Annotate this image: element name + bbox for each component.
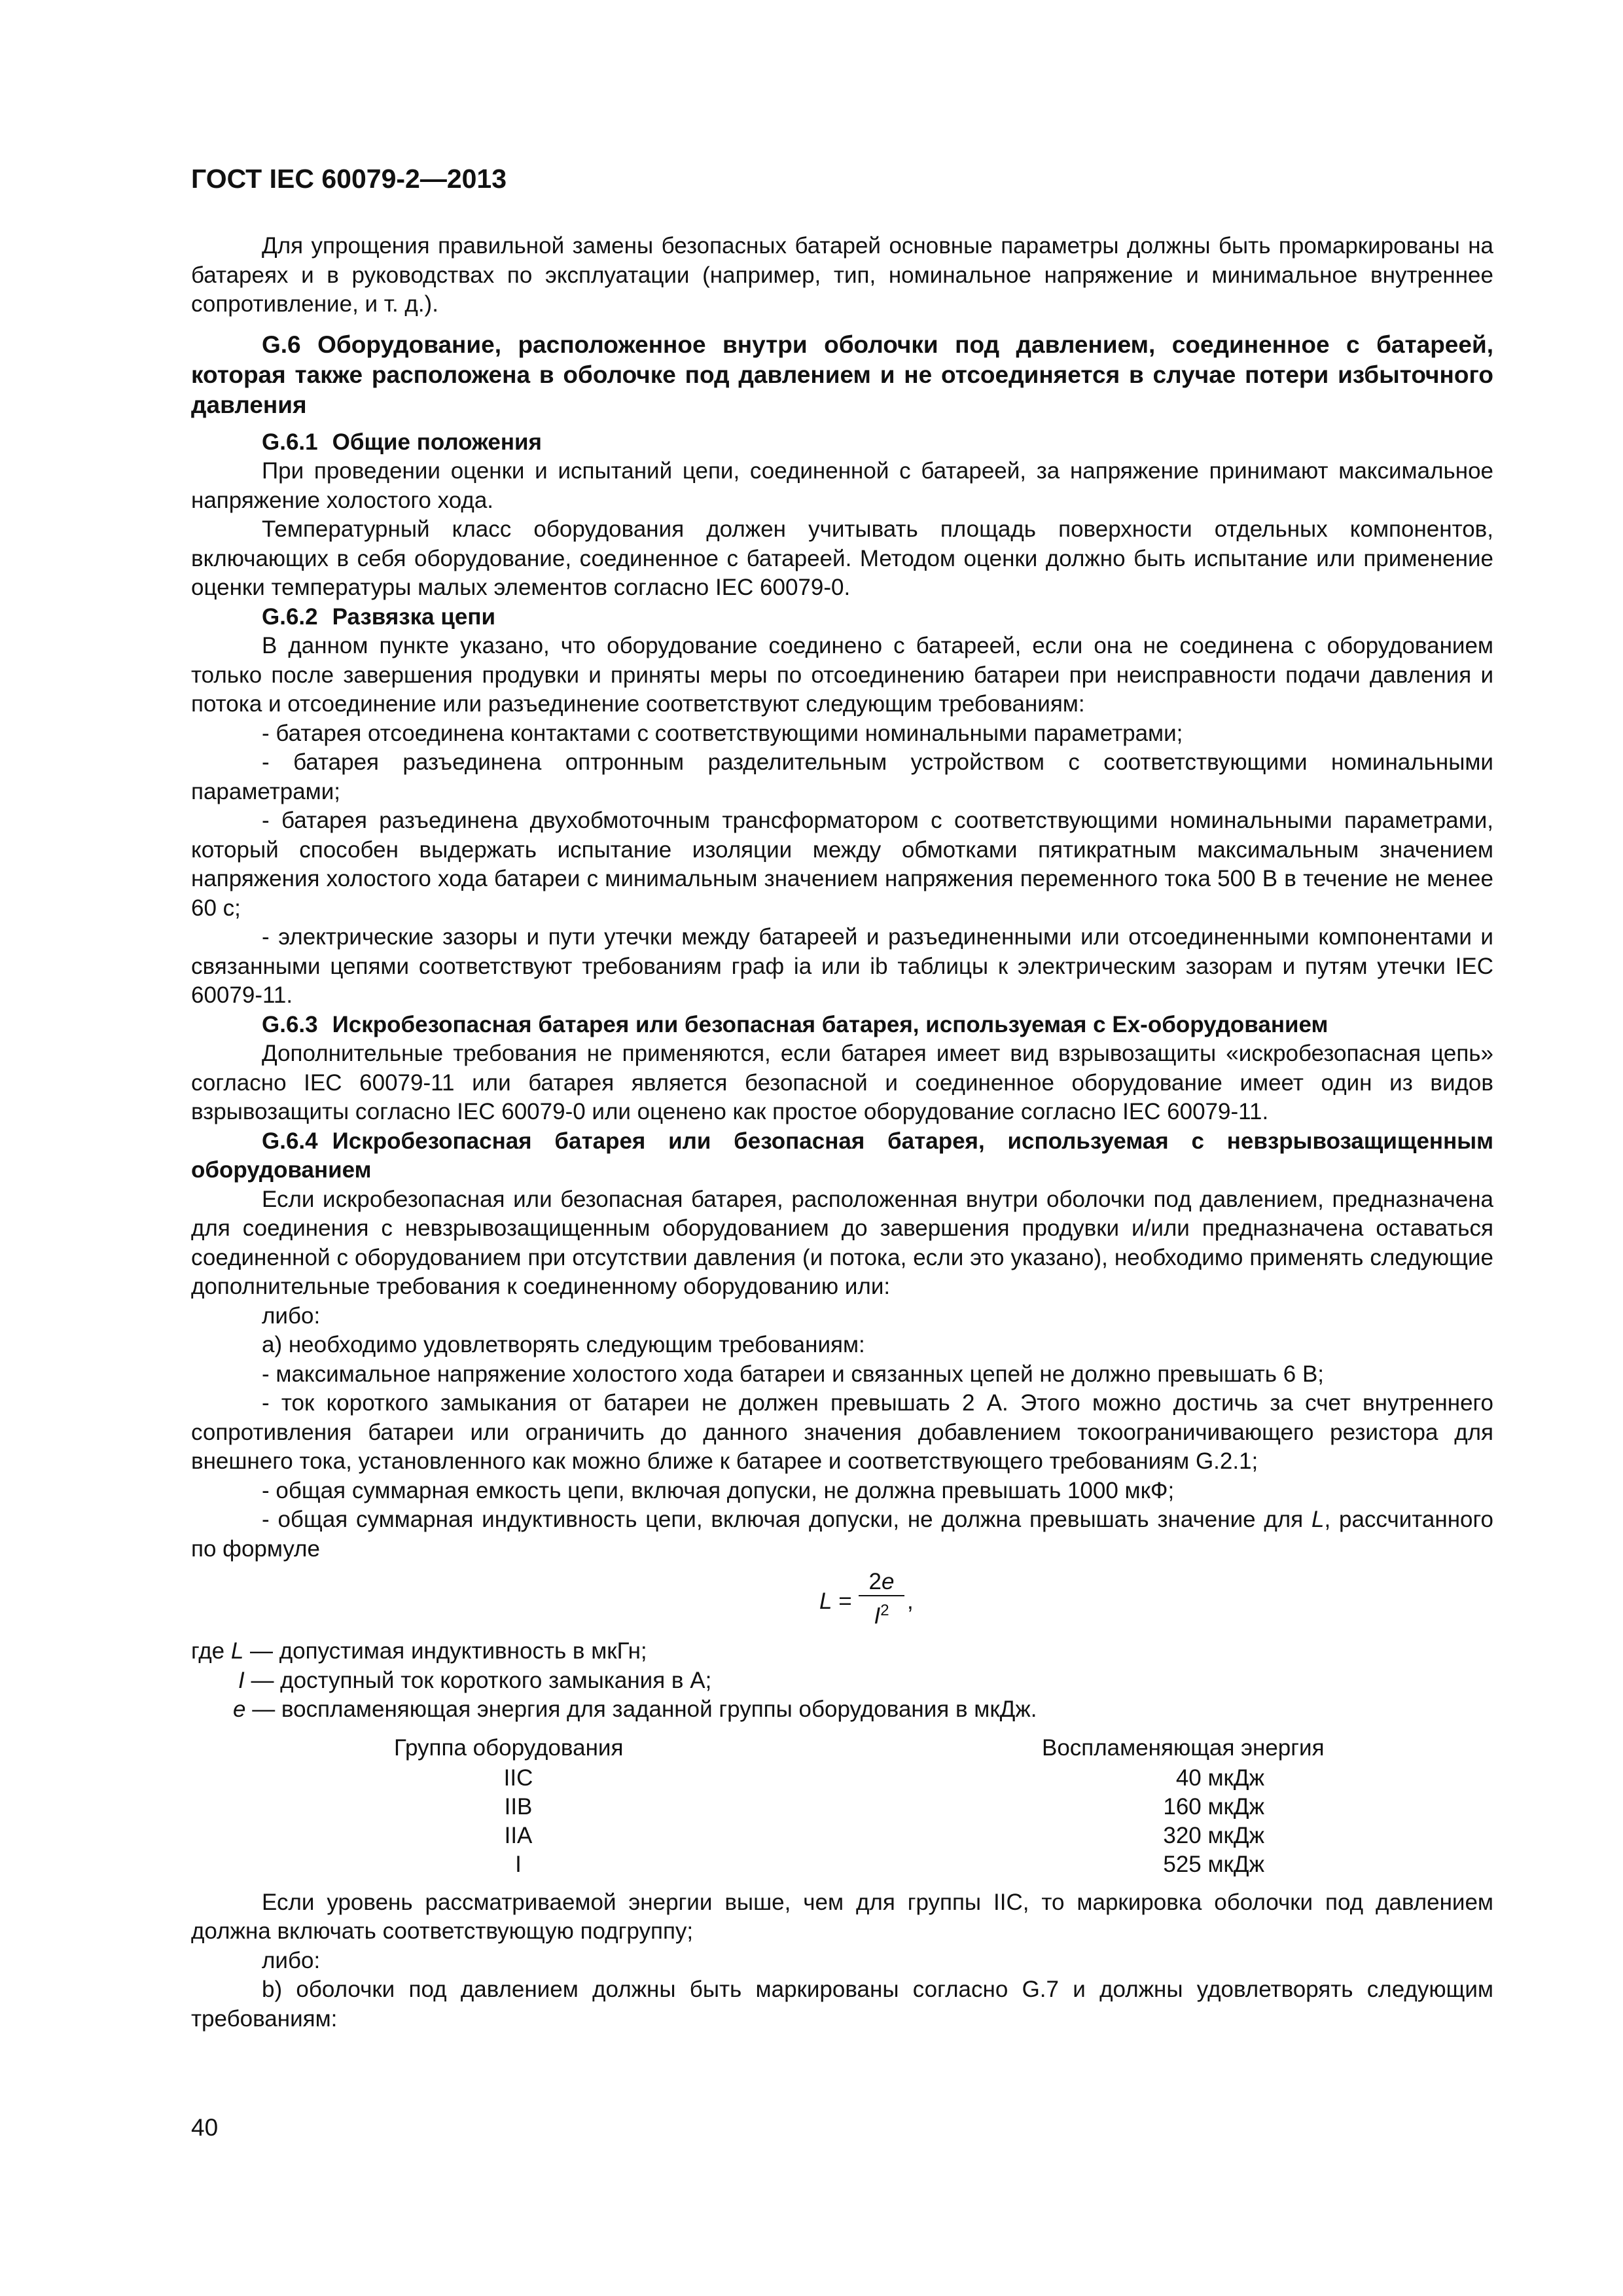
g62-bullet-3: - батарея разъединена двухобмоточным трансформатором с соответствующими номинальными параметрами, который способен выдержать испытание изоляции между обмотками пятикратным максимальным значением напряжения холостого хода батареи с минимальным значением напряжения переменного тока 500 В в течение не менее 60 с;	[191, 808, 1493, 921]
item-a-bullet-4	[191, 1505, 1493, 1564]
formula-lhs: L =	[819, 1588, 852, 1614]
subsection-title: Развязка цепи	[332, 603, 496, 630]
variable-I: I	[238, 1667, 245, 1693]
g62-bullet-2: - батарея разъединена оптронным разделительным устройством с соответствующими номинальными параметрами;	[191, 749, 1493, 804]
subsection-g61-heading	[191, 428, 1493, 457]
ignition-energy-table	[191, 1734, 1493, 1886]
definition-I	[191, 1666, 1493, 1696]
subsection-title: Искробезопасная батарея или безопасная батарея, используемая с Ex-оборудованием	[332, 1011, 1329, 1037]
table-cell-energy: 160 мкДж	[1163, 1793, 1264, 1820]
formula-fraction	[859, 1569, 904, 1631]
table-cell-energy: 320 мкДж	[1163, 1822, 1264, 1848]
document-header	[191, 162, 1493, 195]
item-a-bullet-2: - ток короткого замыкания от батареи не должен превышать 2 А. Этого можно достичь за счет внутреннего сопротивления батареи или ограничить до данного значения добавлением токоограничивающего резистора для внешнего тока, установленного как можно ближе к батарее и соответствующего требованиям G.2.1;	[191, 1390, 1493, 1474]
section-g6-title: G.6 Оборудование, расположенное внутри оболочки под давлением, соединенное с батареей, которая также расположена в оболочке под давлением и не отсоединяется в случае потери избыточного давления	[191, 331, 1493, 418]
definition-text: — допустимая индуктивность в мкГн;	[243, 1638, 647, 1664]
g62-bullet-1: - батарея отсоединена контактами с соответствующими номинальными параметрами;	[262, 720, 1183, 746]
subsection-g62-heading	[191, 603, 1493, 632]
formula-denominator: $I^2$	[874, 1602, 889, 1629]
definition-L	[191, 1637, 1493, 1666]
table-cell-group: I	[515, 1851, 522, 1877]
table-cell-group: IIC	[503, 1765, 533, 1791]
formula-numerator: 2e	[859, 1569, 904, 1596]
definition-text: — воспламеняющая энергия для заданной группы оборудования в мкДж.	[245, 1696, 1037, 1722]
g61-paragraph-1: При проведении оценки и испытаний цепи, соединенной с батареей, за напряжение принимают максимальное напряжение холостого хода.	[191, 458, 1493, 513]
subsection-number: G.6.4	[262, 1128, 318, 1154]
subsection-title: Общие положения	[332, 429, 542, 455]
item-a-bullet-1: - максимальное напряжение холостого хода батареи и связанных цепей не должно превышать 6 В;	[262, 1361, 1325, 1387]
page-body	[191, 232, 1493, 2034]
table-header-energy: Воспламеняющая энергия	[1042, 1734, 1325, 1761]
bullet-text: , рассчитанного по формуле	[191, 1507, 1493, 1562]
subsection-title: Искробезопасная батарея или безопасная батарея, используемая с невзрывозащищенным оборудованием	[191, 1128, 1493, 1183]
g64-paragraph-1: Если искробезопасная или безопасная батарея, расположенная внутри оболочки под давлением, предназначена для соединения с невзрывозащищенным оборудованием до завершения продувки и/или предназначена оставаться соединенной с оборудованием при отсутствии давления (и потока, если это указано), необходимо применять следующие дополнительные требования к соединенному оборудованию или:	[191, 1186, 1493, 1299]
definition-text: — доступный ток короткого замыкания в А;	[244, 1667, 712, 1693]
inductance-formula	[191, 1569, 1493, 1634]
g61-paragraph-2: Температурный класс оборудования должен учитывать площадь поверхности отдельных компонентов, включающих в себя оборудование, соединенное с батареей. Методом оценки должно быть испытание или применение оценки температуры малых элементов согласно IEC 60079-0.	[191, 516, 1493, 600]
table-cell-group: IIB	[504, 1793, 533, 1820]
intro-paragraph: Для упрощения правильной замены безопасных батарей основные параметры должны быть промаркированы на батареях и в руководствах по эксплуатации (например, тип, номинальное напряжение и минимальное внутреннее сопротивление, и т. д.).	[191, 233, 1493, 317]
item-a-bullet-3: - общая суммарная емкость цепи, включая допуски, не должна превышать 1000 мкФ;	[262, 1477, 1175, 1503]
subsection-g63-heading	[191, 1011, 1493, 1040]
subsection-number: G.6.1	[262, 429, 318, 455]
variable-e: e	[233, 1696, 246, 1722]
table-cell-group: IIA	[504, 1822, 533, 1848]
either-label-2: либо:	[262, 1947, 321, 1973]
table-header-group: Группа оборудования	[394, 1734, 624, 1761]
table-cell-energy: 40 мкДж	[1175, 1765, 1264, 1791]
page-number: 40	[191, 2114, 219, 2141]
bullet-text: - общая суммарная индуктивность цепи, включая допуски, не должна превышать значение для	[262, 1507, 1311, 1532]
g62-bullet-4: - электрические зазоры и пути утечки между батареей и разъединенными или отсоединенными компонентами и связанными цепями соответствуют требованиям граф ia или ib таблицы к электрическим зазорам и путям утечки IEC 60079-11.	[191, 924, 1493, 1008]
subsection-g64-heading	[191, 1127, 1493, 1185]
item-b: b) оболочки под давлением должны быть маркированы согласно G.7 и должны удовлетворять следующим требованиям:	[191, 1977, 1493, 2032]
where-label: где	[191, 1638, 231, 1664]
table-cell-energy: 525 мкДж	[1163, 1851, 1264, 1877]
item-a: а) необходимо удовлетворять следующим требованиям:	[262, 1332, 865, 1357]
document-title: ГОСТ IEC 60079-2—2013	[191, 164, 507, 194]
subsection-number: G.6.3	[262, 1011, 318, 1037]
variable-L: L	[1311, 1507, 1325, 1532]
variable-L: L	[230, 1638, 244, 1664]
after-table-paragraph: Если уровень рассматриваемой энергии выше, чем для группы IIC, то маркировка оболочки под давлением должна включать соответствующую подгруппу;	[191, 1889, 1493, 1944]
subsection-number: G.6.2	[262, 603, 318, 630]
formula-comma: ,	[907, 1588, 914, 1614]
g63-paragraph-1: Дополнительные требования не применяются, если батарея имеет вид взрывозащиты «искробезопасная цепь» согласно IEC 60079-11 или батарея является безопасной и соединенное оборудование имеет один из видов взрывозащиты согласно IEC 60079-0 или оценено как простое оборудование согласно IEC 60079-11.	[191, 1041, 1493, 1124]
definition-e	[191, 1695, 1493, 1725]
g62-paragraph-1: В данном пункте указано, что оборудование соединено с батареей, если она не соединена с оборудованием только после завершения продувки и приняты меры по отсоединению батареи при неисправности подачи давления и потока и отсоединение или разъединение соответствуют следующим требованиям:	[191, 633, 1493, 717]
either-label-1: либо:	[262, 1302, 321, 1329]
